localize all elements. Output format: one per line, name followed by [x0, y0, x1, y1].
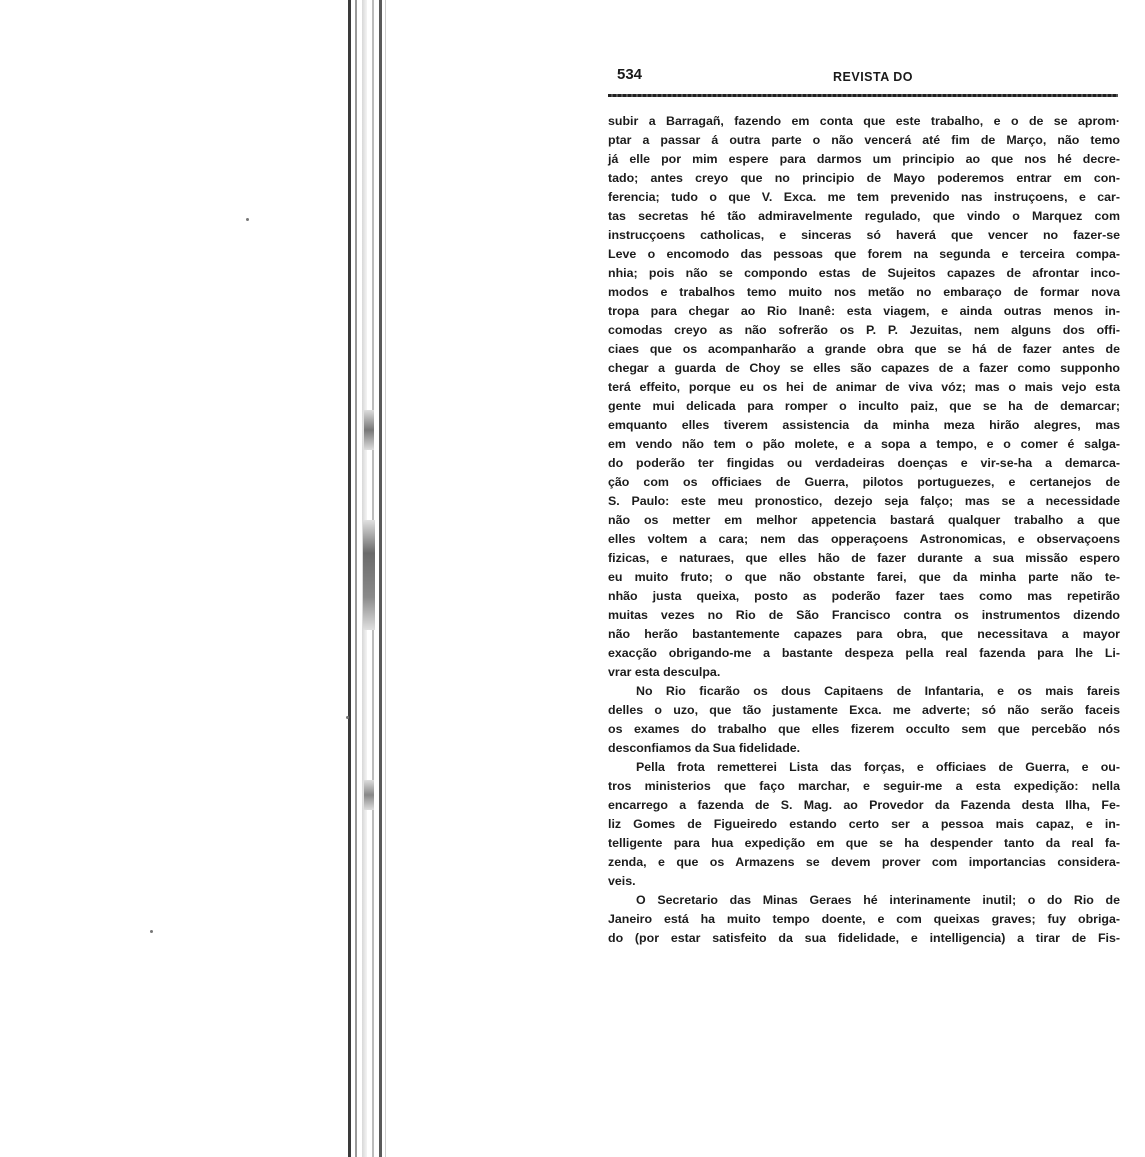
text-line: não herão bastantemente capazes para obra, que necessitava a mayor	[608, 627, 1120, 641]
text-line: do (por estar satisfeito da sua fidelidade, e intelligencia) a tirar de Fis-	[608, 931, 1120, 945]
text-line: comodas creyo as não sofrerão os P. P. Jezuitas, nem alguns dos offi-	[608, 323, 1120, 337]
page-gutter-shadow	[348, 0, 351, 1157]
text-line: tropa para chegar ao Rio Inanê: esta viagem, e ainda outras menos in-	[608, 304, 1120, 318]
text-line: tado; antes creyo que no principio de Mayo poderemos entrar em con-	[608, 171, 1120, 185]
text-line: tas secretas hé tão admiravelmente regulado, que vindo o Marquez com	[608, 209, 1120, 223]
header-rule	[608, 94, 1118, 97]
text-line: ferencia; tudo o que V. Exca. me tem prevenido nas instruçoens, e car-	[608, 190, 1120, 204]
text-line: delles o uzo, que tão justamente Exca. me adverte; só não serão faceis	[608, 703, 1120, 717]
scan-speck	[246, 218, 249, 221]
scan-smudge	[364, 410, 374, 450]
text-line: não os metter em melhor appetencia bastará qualquer trabalho a que	[608, 513, 1120, 527]
page-number: 534	[617, 66, 643, 83]
running-head: REVISTA DO	[833, 70, 914, 84]
text-line: gente mui delicada para romper o inculto paiz, que se ha de demarcar;	[608, 399, 1120, 413]
text-line: terá effeito, porque eu os hei de animar de viva vóz; mas o mais vejo esta	[608, 380, 1120, 394]
scan-smudge	[364, 780, 374, 810]
text-line: liz Gomes de Figueiredo estando certo ser a pessoa mais capaz, e in-	[608, 817, 1120, 831]
text-line: nhia; pois não se compondo estas de Sujeitos capazes de afrontar inco-	[608, 266, 1120, 280]
text-line: ptar a passar á outra parte o não vencerá até fim de Março, não temo	[608, 133, 1120, 147]
text-line: chegar a guarda de Choy se elles são capazes de a fazer como supponho	[608, 361, 1120, 375]
text-line: O Secretario das Minas Geraes hé interinamente inutil; o do Rio de	[636, 893, 1120, 907]
text-line: telligente para hua expedição em que se ha despender tanto da real fa-	[608, 836, 1120, 850]
text-line: já elle por mim espere para darmos um principio ao que nos hé decre-	[608, 152, 1120, 166]
text-line: os exames do trabalho que elles fizerem occulto sem que percebão nós	[608, 722, 1120, 736]
text-line: muitas vezes no Rio de São Francisco contra os instrumentos dizendo	[608, 608, 1120, 622]
text-line: zenda, e que os Armazens se devem prover com importancias considera-	[608, 855, 1120, 869]
text-line: S. Paulo: este meu pronostico, dezejo seja falço; mas se a necessidade	[608, 494, 1120, 508]
text-line: nhão justa queixa, posto as poderão fazer taes como mas repetirão	[608, 589, 1120, 603]
text-line: Leve o encomodo das pessoas que forem na segunda e terceira compa-	[608, 247, 1120, 261]
text-line: em vendo não tem o pão molete, e a sopa a tempo, e o comer é salga-	[608, 437, 1120, 451]
text-line: encarrego a fazenda de S. Mag. ao Provedor da Fazenda desta Ilha, Fe-	[608, 798, 1120, 812]
page-gutter-line	[355, 0, 357, 1157]
scan-smudge	[363, 520, 375, 630]
text-line: elles voltem a cara; nem das opperaçoens Astronomicas, e observaçoens	[608, 532, 1120, 546]
text-line: do poderão ter fingidas ou verdadeiras doenças e vir-se-ha a demarca-	[608, 456, 1120, 470]
page-gutter-edge	[385, 0, 386, 1157]
text-line: No Rio ficarão os dous Capitaens de Infantaria, e os mais fareis	[636, 684, 1120, 698]
text-line: emquanto elles tiverem assistencia da minha meza hirão alegres, mas	[608, 418, 1120, 432]
scan-speck	[150, 930, 153, 933]
body-text	[608, 112, 1120, 948]
text-line: Pella frota remetterei Lista das forças, e officiaes de Guerra, e ou-	[636, 760, 1120, 774]
scan-speck	[346, 716, 349, 719]
text-line: instrucçoens catholicas, e sinceras só haverá que vencer no fazer-se	[608, 228, 1120, 242]
text-line: veis.	[608, 874, 636, 888]
text-line: Janeiro está ha muito tempo doente, e com queixas graves; fuy obriga-	[608, 912, 1120, 926]
text-line: ção com os officiaes de Guerra, pilotos portuguezes, e certanejos de	[608, 475, 1120, 489]
text-line: tros ministerios que faço marchar, e seguir-me a esta expedição: nella	[608, 779, 1120, 793]
text-line: ciaes que os acompanharão a grande obra que se há de fazer antes de	[608, 342, 1120, 356]
text-line: eu muito fruto; o que não obstante farei, que da minha parte não te-	[608, 570, 1120, 584]
page-header	[613, 66, 1118, 92]
text-line: subir a Barragañ, fazendo em conta que este trabalho, e o de se aprom·	[608, 114, 1120, 128]
text-line: vrar esta desculpa.	[608, 665, 721, 679]
text-line: modos e trabalhos temo muito nos metão no embaraço de formar nova	[608, 285, 1120, 299]
page-gutter-edge	[379, 0, 382, 1157]
text-line: fizicas, e naturaes, que elles hão de fazer durante a sua missão espero	[608, 551, 1120, 565]
text-line: desconfiamos da Sua fidelidade.	[608, 741, 801, 755]
text-line: exacção obrigando-me a bastante despeza pella real fazenda para lhe Li-	[608, 646, 1120, 660]
